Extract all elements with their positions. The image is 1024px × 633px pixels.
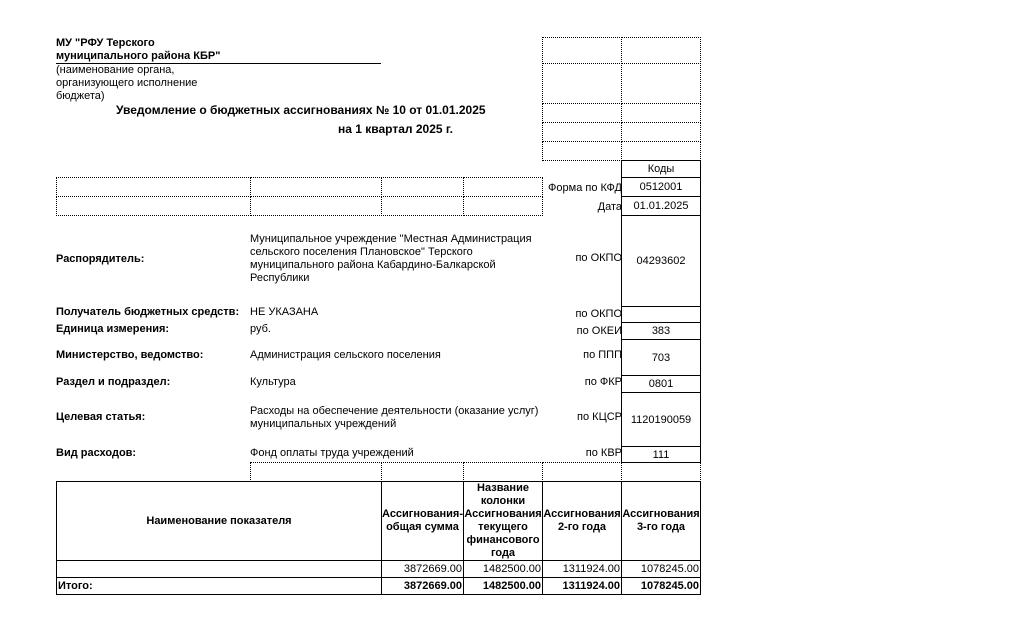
empty-grid-cell: [381, 177, 464, 197]
date-value: 01.01.2025: [621, 196, 701, 216]
empty-grid-cell: [463, 196, 543, 216]
col-header-total-line1: Ассигнования-: [382, 508, 463, 520]
recipient-code: [621, 306, 701, 323]
empty-grid-cell: [463, 462, 543, 482]
col-header-current: [463, 481, 543, 561]
target-value-line1: Расходы на обеспечение деятельности (оказание услуг): [250, 405, 539, 417]
table-row-total: 3872669.00: [381, 560, 464, 578]
col-header-year3-line1: Ассигнования: [622, 508, 700, 520]
expense-label: Вид расходов:: [56, 447, 137, 459]
manager-value-line4: Республики: [250, 272, 310, 284]
manager-label: Распорядитель:: [56, 253, 145, 265]
manager-value: [250, 233, 540, 285]
section-label: Раздел и подраздел:: [56, 376, 171, 388]
manager-value-line1: Муниципальное учреждение "Местная Администрация: [250, 233, 532, 245]
col-header-current-line2: колонки: [480, 495, 526, 507]
header-grid-cell: [542, 141, 622, 161]
manager-code-label: по ОКПО: [575, 252, 622, 264]
col-header-year2-line2: 2-го года: [557, 521, 607, 533]
header-grid-cell: [621, 103, 701, 123]
header-grid-cell: [621, 63, 701, 104]
section-code: 0801: [621, 375, 701, 393]
total-row-label: Итого:: [56, 577, 382, 595]
ministry-code: 703: [621, 339, 701, 376]
codes-header: Коды: [621, 160, 701, 178]
header-grid-cell: [542, 37, 622, 64]
unit-code-label: по ОКЕИ: [576, 325, 622, 337]
date-label: Дата: [597, 201, 622, 213]
target-value: [250, 405, 545, 431]
form-code-label: Форма по КФД: [548, 182, 622, 194]
empty-grid-cell: [381, 196, 464, 216]
document-subtitle: на 1 квартал 2025 г.: [338, 122, 454, 136]
empty-grid-cell: [56, 177, 251, 197]
recipient-label: Получатель бюджетных средств:: [56, 306, 240, 318]
unit-value: руб.: [250, 323, 271, 335]
col-header-total-line2: общая сумма: [386, 521, 459, 533]
col-header-current-line1: Название: [477, 482, 529, 494]
target-code: 1120190059: [621, 392, 701, 447]
org-caption: [56, 64, 197, 103]
table-row-current: 1482500.00: [463, 560, 543, 578]
header-grid-cell: [621, 141, 701, 161]
unit-label: Единица измерения:: [56, 323, 170, 335]
col-header-current-line6: года: [490, 547, 516, 559]
org-caption-line1: (наименование органа,: [56, 64, 175, 76]
expense-code: 111: [621, 446, 701, 463]
empty-grid-cell: [381, 462, 464, 482]
empty-grid-cell: [621, 462, 701, 482]
manager-value-line3: муниципального района Кабардино-Балкарской: [250, 259, 496, 271]
section-value: Культура: [250, 376, 296, 388]
form-code-value: 0512001: [621, 177, 701, 197]
header-grid-cell: [621, 37, 701, 64]
col-header-name: Наименование показателя: [56, 481, 382, 561]
org-name: [56, 37, 220, 63]
total-row-total: 3872669.00: [381, 577, 464, 595]
col-header-total: [381, 481, 464, 561]
col-header-current-line4: текущего: [478, 521, 528, 533]
table-row-name: [56, 560, 382, 578]
org-caption-line3: бюджета): [56, 90, 105, 102]
expense-code-label: по КВР: [585, 447, 622, 459]
col-header-year3-line2: 3-го года: [636, 521, 686, 533]
empty-grid-cell: [250, 462, 382, 482]
total-row-current: 1482500.00: [463, 577, 543, 595]
ministry-code-label: по ППП: [583, 349, 622, 361]
target-label: Целевая статья:: [56, 411, 146, 423]
recipient-value: НЕ УКАЗАНА: [250, 306, 319, 318]
org-name-line1: МУ "РФУ Терского: [56, 37, 155, 49]
section-code-label: по ФКР: [584, 376, 622, 388]
empty-grid-cell: [542, 462, 622, 482]
total-row-year3: 1078245.00: [621, 577, 701, 595]
empty-grid-cell: [250, 177, 382, 197]
empty-grid-cell: [250, 196, 382, 216]
recipient-code-label: по ОКПО: [575, 308, 622, 320]
manager-value-line2: сельского поселения Плановское" Терского: [250, 246, 473, 258]
ministry-label: Министерство, ведомство:: [56, 349, 204, 361]
expense-value: Фонд оплаты труда учреждений: [250, 447, 414, 459]
org-caption-line2: организующего исполнение: [56, 77, 198, 89]
table-row-year2: 1311924.00: [542, 560, 622, 578]
header-grid-cell: [542, 63, 622, 104]
header-grid-cell: [542, 103, 622, 123]
unit-code: 383: [621, 322, 701, 340]
ministry-value: Администрация сельского поселения: [250, 349, 441, 361]
empty-grid-cell: [463, 177, 543, 197]
col-header-year2-line1: Ассигнования: [543, 508, 621, 520]
org-name-line2: муниципального района КБР": [56, 50, 221, 62]
target-code-label: по КЦСР: [577, 411, 622, 423]
col-header-current-line3: Ассигнования: [464, 508, 542, 520]
header-grid-cell: [621, 122, 701, 142]
document-title: Уведомление о бюджетных ассигнованиях № 10 от 01.01.2025: [116, 103, 486, 117]
header-grid-cell: [542, 122, 622, 142]
manager-code: 04293602: [621, 215, 701, 307]
empty-grid-cell: [56, 196, 251, 216]
col-header-current-line5: финансового: [466, 534, 540, 546]
col-header-year2: [542, 481, 622, 561]
col-header-year3: [621, 481, 701, 561]
total-row-year2: 1311924.00: [542, 577, 622, 595]
target-value-line2: муниципальных учреждений: [250, 418, 397, 430]
table-row-year3: 1078245.00: [621, 560, 701, 578]
